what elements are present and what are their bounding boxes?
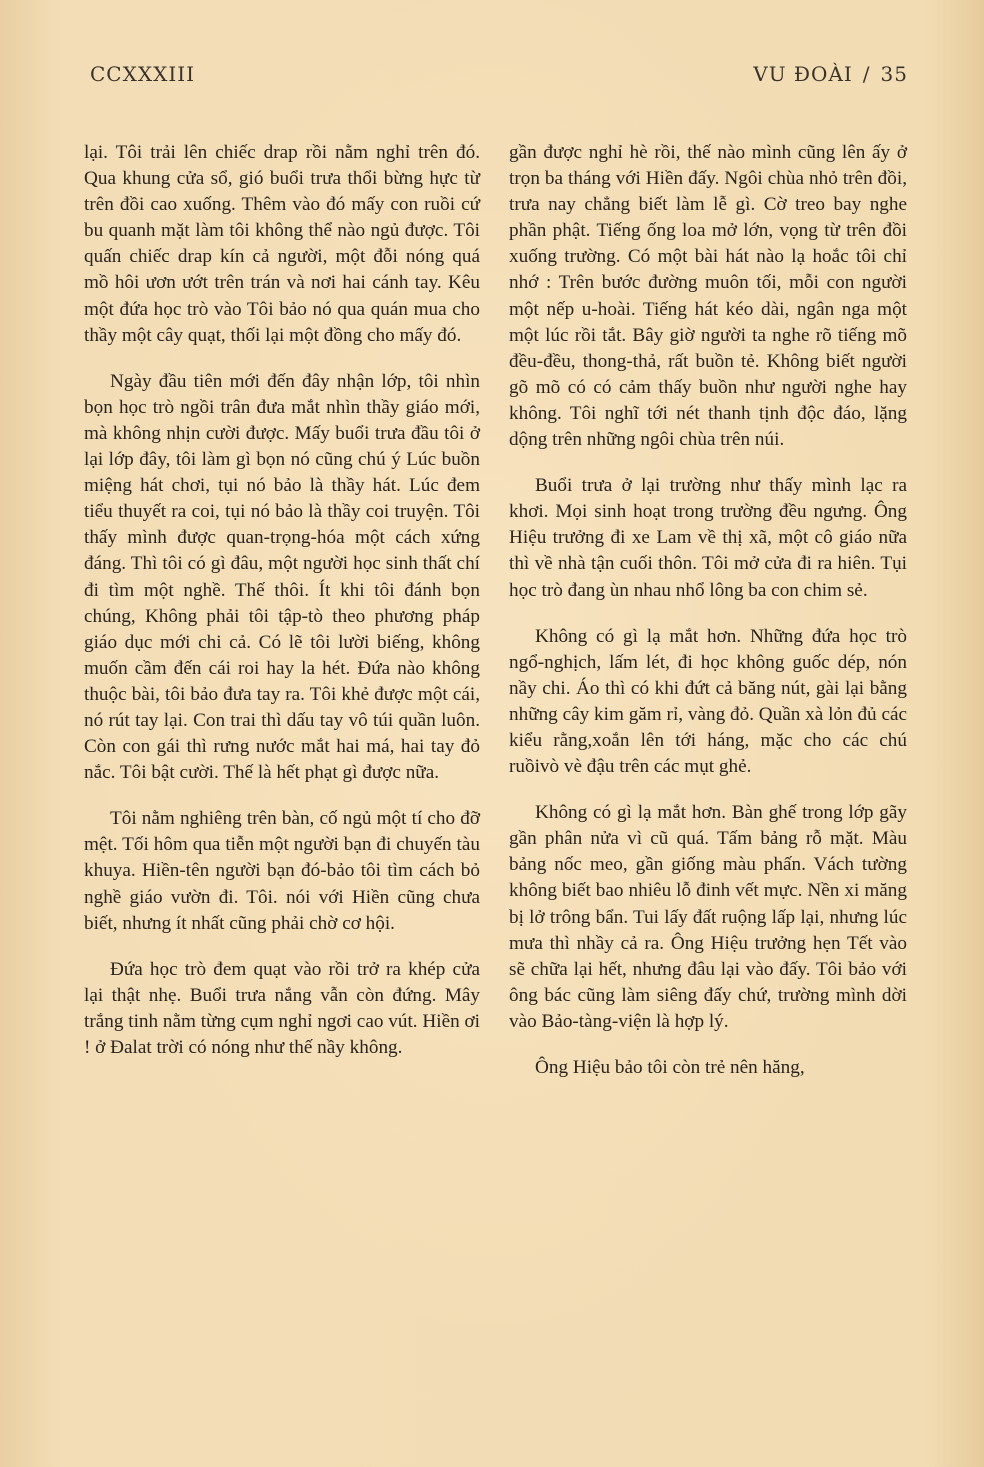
paragraph: Buổi trưa ở lại trường như thấy mình lạc ra khơi. Mọi sinh hoạt trong trường đều ngưng. Ông Hiệu trưởng đi xe Lam về thị xã, một cô giáo nữa thì về nhà tận cuối thôn. Tôi mở cửa đi ra hiên. Tụi học trò đang ùn nhau nhổ lông ba con chim sẻ. bbox=[509, 475, 907, 601]
running-header bbox=[90, 62, 908, 92]
author-name: VU ĐOÀI bbox=[753, 62, 853, 86]
chapter-number: CCXXXIII bbox=[90, 62, 196, 86]
left-column bbox=[84, 140, 480, 1061]
page-number: 35 bbox=[880, 62, 908, 86]
paragraph: Không có gì lạ mắt hơn. Bàn ghế trong lớp gãy gần phân nửa vì cũ quá. Tấm bảng rỗ mặt. Màu bảng nốc meo, gần giống màu phấn. Vách tường không biết bao nhiêu lỗ đinh vết mực. Nền xi măng bị lở trông bẩn. Tui lấy đất ruộng lấp lại, nhưng lúc mưa thì nhầy cả ra. Ông Hiệu trưởng hẹn Tết vào sẽ chữa lại hết, nhưng đâu lại vào đấy. Tôi bảo với ông bác cũng làm siêng đấy chứ, trường mình dời vào Bảo-tàng-viện là hợp lý. bbox=[509, 802, 907, 1032]
paragraph: Đứa học trò đem quạt vào rồi trở ra khép cửa lại thật nhẹ. Buổi trưa nắng vẫn còn đứng. Mây trắng tinh nằm từng cụm nghỉ ngơi cao vút. Hiền ơi ! ở Đalat trời có nóng như thế nầy không. bbox=[84, 958, 480, 1058]
right-column bbox=[509, 140, 907, 1081]
author-page bbox=[743, 62, 908, 86]
paragraph: Không có gì lạ mắt hơn. Những đứa học trò ngổ-nghịch, lấm lét, đi học không guốc dép, nón nầy chi. Áo thì có khi đứt cả băng nút, gài lại bằng những cây kim găm rỉ, vàng đỏ. Quần xà lỏn đủ các kiểu rằng,xoắn lên tới háng, mặc cho các chú ruồivò vè đậu trên các mụt ghẻ. bbox=[509, 625, 907, 778]
paragraph: lại. Tôi trải lên chiếc drap rồi nằm nghỉ trên đó. Qua khung cửa sổ, gió buổi trưa thổi bừng hực từ trên đồi cao xuống. Thêm vào đó mấy con ruồi cứ bu quanh mặt làm tôi không thể nào ngủ được. Tôi quấn chiếc drap kín cả người, một đỗi nóng quá mồ hôi ươn ướt trên trán và nơi hai cánh tay. Kêu một đứa học trò vào Tôi bảo nó qua quán mua cho thầy một cây quạt, thối lại một đồng cho mấy đó. bbox=[84, 142, 480, 346]
paragraph: gần được nghỉ hè rồi, thế nào mình cũng lên ấy ở trọn ba tháng với Hiền đấy. Ngôi chùa nhỏ trên đồi, trưa nay chẳng biết làm lễ gì. Cờ treo bay nghe phần phật. Tiếng ống loa mở lớn, vọng từ trên đồi xuống trường. Có một bài hát nào lạ hoắc tôi chỉ nhớ : Trên bước đường muôn tối, mỗi con người một nếp u-hoài. Tiếng hát kéo dài, ngân nga một một lúc rồi tắt. Bây giờ người ta nghe rõ tiếng mõ đều-đều, thong-thả, rất buồn tẻ. Không biết người gõ mõ có có cảm thấy buồn như người nghe hay không. Tôi nghĩ tới nét thanh tịnh độc đáo, lặng dộng trên những ngôi chùa trên núi. bbox=[509, 142, 907, 451]
paragraph: Ngày đầu tiên mới đến đây nhận lớp, tôi nhìn bọn học trò ngồi trân đưa mắt nhìn thầy giáo mới, mà không nhịn cười được. Mấy buổi trưa đầu tôi ở lại lớp đây, tôi làm gì bọn nó cũng chú ý Lúc buồn miệng hát chơi, tụi nó bảo là thầy hát. Lúc đem tiểu thuyết ra coi, tụi nó bảo là thầy coi truyện. Tôi thấy mình được quan-trọng-hóa một cách xứng đáng. Thì tôi có gì đâu, một người học sinh thất chí đi tìm một nghề. Thế thôi. Ít khi tôi đánh bọn chúng, Không phải tôi tập-tò theo phương pháp giáo dục mới chi cả. Có lẽ tôi lười biếng, không muốn cầm đến cái roi hay la hét. Đứa nào không thuộc bài, tôi bảo đưa tay ra. Tôi khẻ được một cái, nó rút tay lại. Con trai thì dấu tay vô túi quần luôn. Còn con gái thì rưng nước mắt hai má, hai tay đỏ nắc. Tôi bật cười. Thế là hết phạt gì được nữa. bbox=[84, 370, 480, 784]
paragraph: Tôi nằm nghiêng trên bàn, cố ngủ một tí cho đỡ mệt. Tối hôm qua tiễn một người bạn đi chuyến tàu khuya. Hiền-tên người bạn đó-bảo tôi tìm cách bỏ nghề giáo vườn đi. Tôi. nói với Hiền cũng chưa biết, nhưng ít nhất cũng phải chờ cơ hội. bbox=[84, 808, 480, 934]
paragraph: Ông Hiệu bảo tôi còn trẻ nên hăng, bbox=[535, 1057, 805, 1078]
header-separator: / bbox=[862, 62, 871, 86]
